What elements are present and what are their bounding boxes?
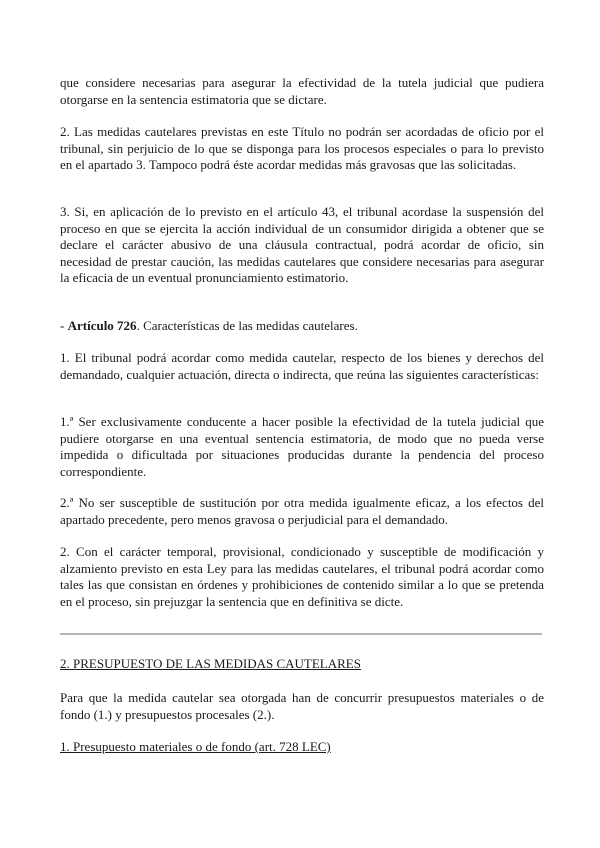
paragraph-section-3: 3. Si, en aplicación de lo previsto en el artículo 43, el tribunal acordase la suspensión del proceso en que se ejercita la acción individual de un consumidor dirigida a obtener que se declare el carácter abusivo de una cláusula contractual, podrá acordar de oficio, sin necesidad de prestar caución, las medidas cautelares que considere necesarias para asegurar la eficacia de un eventual pronunciamiento estimatorio. [60, 204, 544, 285]
article-paragraph-2: 2. Con el carácter temporal, provisional, condicionado y susceptible de modificación y alzamiento previsto en esta Ley para las medidas cautelares, el tribunal podrá acordar como tales las que consistan en órdenes y prohibiciones de contenido similar a lo que se pretenda en el proceso, sin prejuzgar la sentencia que en definitiva se dicte. [60, 544, 544, 609]
section-heading: 2. PRESUPUESTO DE LAS MEDIDAS CAUTELARES [60, 656, 361, 671]
article-title: . Características de las medidas cautelares. [136, 318, 358, 333]
article-heading [60, 318, 544, 335]
section-intro: Para que la medida cautelar sea otorgada han de concurrir presupuestos materiales o de fondo (1.) y presupuestos procesales (2.). [60, 690, 544, 722]
article-paragraph-1a: 1.ª Ser exclusivamente conducente a hacer posible la efectividad de la tutela judicial que pudiere otorgarse en una eventual sentencia estimatoria, de modo que no pueda verse impedida o dificultada por situaciones producidas durante la pendencia del proceso correspondiente. [60, 414, 544, 479]
subsection-heading: 1. Presupuesto materiales o de fondo (art. 728 LEC) [60, 739, 331, 754]
article-prefix: - [60, 318, 68, 333]
article-label: Artículo 726 [67, 318, 137, 333]
article-paragraph-2a: 2.ª No ser susceptible de sustitución por otra medida igualmente eficaz, a los efectos del apartado precedente, pero menos gravosa o perjudicial para el demandado. [60, 495, 544, 527]
horizontal-divider [60, 633, 542, 635]
article-paragraph-1: 1. El tribunal podrá acordar como medida cautelar, respecto de los bienes y derechos del demandado, cualquier actuación, directa o indirecta, que reúna las siguientes características: [60, 350, 544, 382]
paragraph-continuation: que considere necesarias para asegurar la efectividad de la tutela judicial que pudiera otorgarse en la sentencia estimatoria que se dictare. [60, 75, 544, 107]
paragraph-section-2: 2. Las medidas cautelares previstas en este Título no podrán ser acordadas de oficio por el tribunal, sin perjuicio de lo que se disponga para los procesos especiales o para lo previsto en el apartado 3. Tampoco podrá éste acordar medidas más gravosas que las solicitadas. [60, 124, 544, 172]
